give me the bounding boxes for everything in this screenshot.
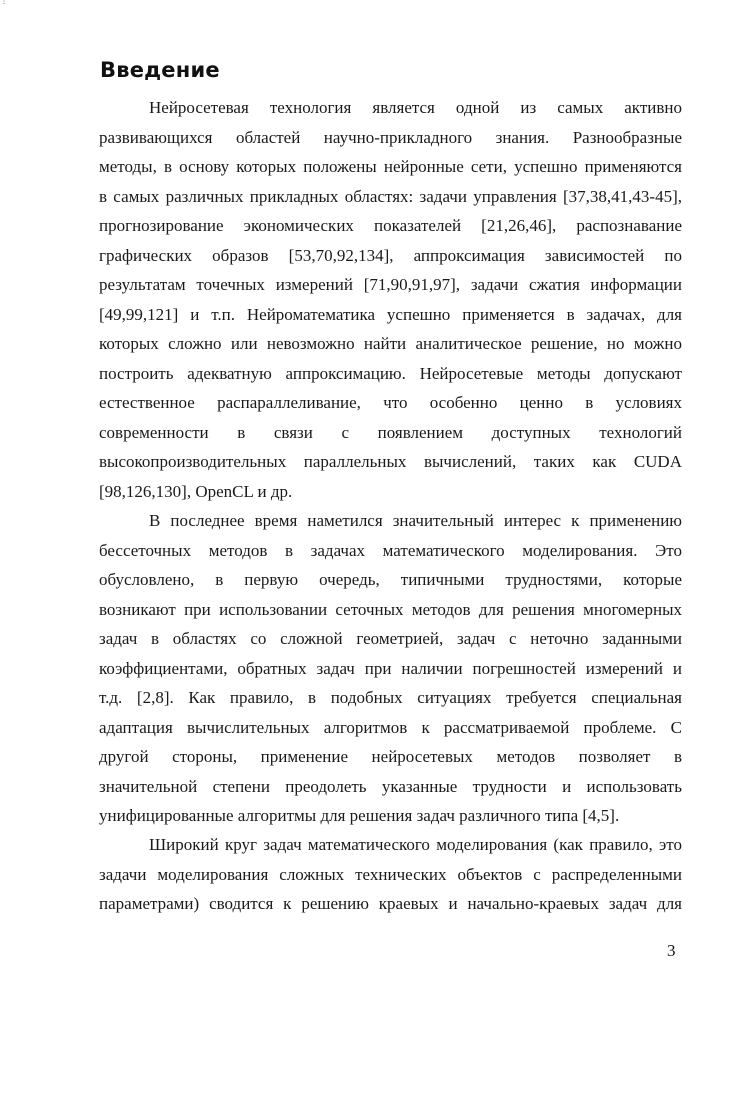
paragraph-1-line-8: [49,99,121] и т.п. Нейроматематика успешно применяется в задачах, для — [99, 304, 682, 324]
paragraph-3-line-3: параметрами) сводится к решению краевых и начально-краевых задач для — [99, 894, 682, 913]
paragraph-1-line-3: методы, в основу которых положены нейронные сети, успешно применяются — [99, 157, 682, 176]
paragraph-1-line-4: в самых различных прикладных областях: задачи управления [37,38,41,43-45], — [99, 186, 682, 206]
paragraph-2-line-11: унифицированные алгоритмы для решения задач различного типа [4,5]. — [99, 806, 620, 825]
paragraph-2-line-10: значительной степени преодолеть указанные трудности и использовать — [99, 776, 682, 796]
paragraph-1-line-14: [98,126,130], OpenCL и др. — [99, 481, 293, 501]
paragraph-2-line-6: коэффициентами, обратных задач при наличии погрешностей измерений и — [99, 658, 682, 678]
paragraph-1-line-1: Нейросетевая технология является одной из самых активно — [149, 98, 682, 117]
paragraph-1-line-2: развивающихся областей научно-прикладного знания. Разнообразные — [99, 127, 682, 147]
paragraph-1-line-9: которых сложно или невозможно найти аналитическое решение, но можно — [99, 334, 682, 353]
paragraph-2-line-4: возникают при использовании сеточных методов для решения многомерных — [99, 599, 682, 619]
section-heading: Введение — [100, 58, 220, 82]
paragraph-1-line-11: естественное распараллеливание, что особенно ценно в условиях — [99, 393, 682, 412]
paragraph-3-line-2: задачи моделирования сложных технических объектов с распределенными — [99, 864, 682, 884]
paragraph-1-line-10: построить адекватную аппроксимацию. Нейросетевые методы допускают — [99, 363, 682, 383]
paragraph-2-line-8: адаптация вычислительных алгоритмов к рассматриваемой проблеме. С — [99, 717, 682, 737]
corner-mark: : — [2, 0, 7, 6]
paragraph-2 — [99, 506, 682, 831]
paragraph-3 — [99, 830, 682, 919]
paragraph-2-line-5: задач в областях со сложной геометрией, задач с неточно заданными — [99, 629, 682, 648]
paragraph-1-line-6: графических образов [53,70,92,134], аппроксимация зависимостей по — [99, 245, 682, 265]
paragraph-3-line-1: Широкий круг задач математического моделирования (как правило, это — [149, 835, 682, 854]
paragraph-1-line-12: современности в связи с появлением доступных технологий — [99, 422, 682, 442]
paragraph-2-line-3: обусловлено, в первую очередь, типичными трудностями, которые — [99, 570, 682, 589]
paragraph-2-line-1: В последнее время наметился значительный интерес к применению — [149, 511, 682, 530]
paragraph-2-line-7: т.д. [2,8]. Как правило, в подобных ситуациях требуется специальная — [99, 688, 682, 707]
paragraph-1-line-5: прогнозирование экономических показателей [21,26,46], распознавание — [99, 216, 682, 235]
paragraph-1-line-7: результатам точечных измерений [71,90,91,97], задачи сжатия информации — [99, 275, 682, 294]
page-number: 3 — [667, 941, 676, 960]
paragraph-2-line-9: другой стороны, применение нейросетевых методов позволяет в — [99, 747, 682, 766]
paragraph-1-line-13: высокопроизводительных параллельных вычислений, таких как CUDA — [99, 452, 682, 471]
paragraph-1 — [99, 93, 682, 506]
paragraph-2-line-2: бессеточных методов в задачах математического моделирования. Это — [99, 540, 682, 560]
